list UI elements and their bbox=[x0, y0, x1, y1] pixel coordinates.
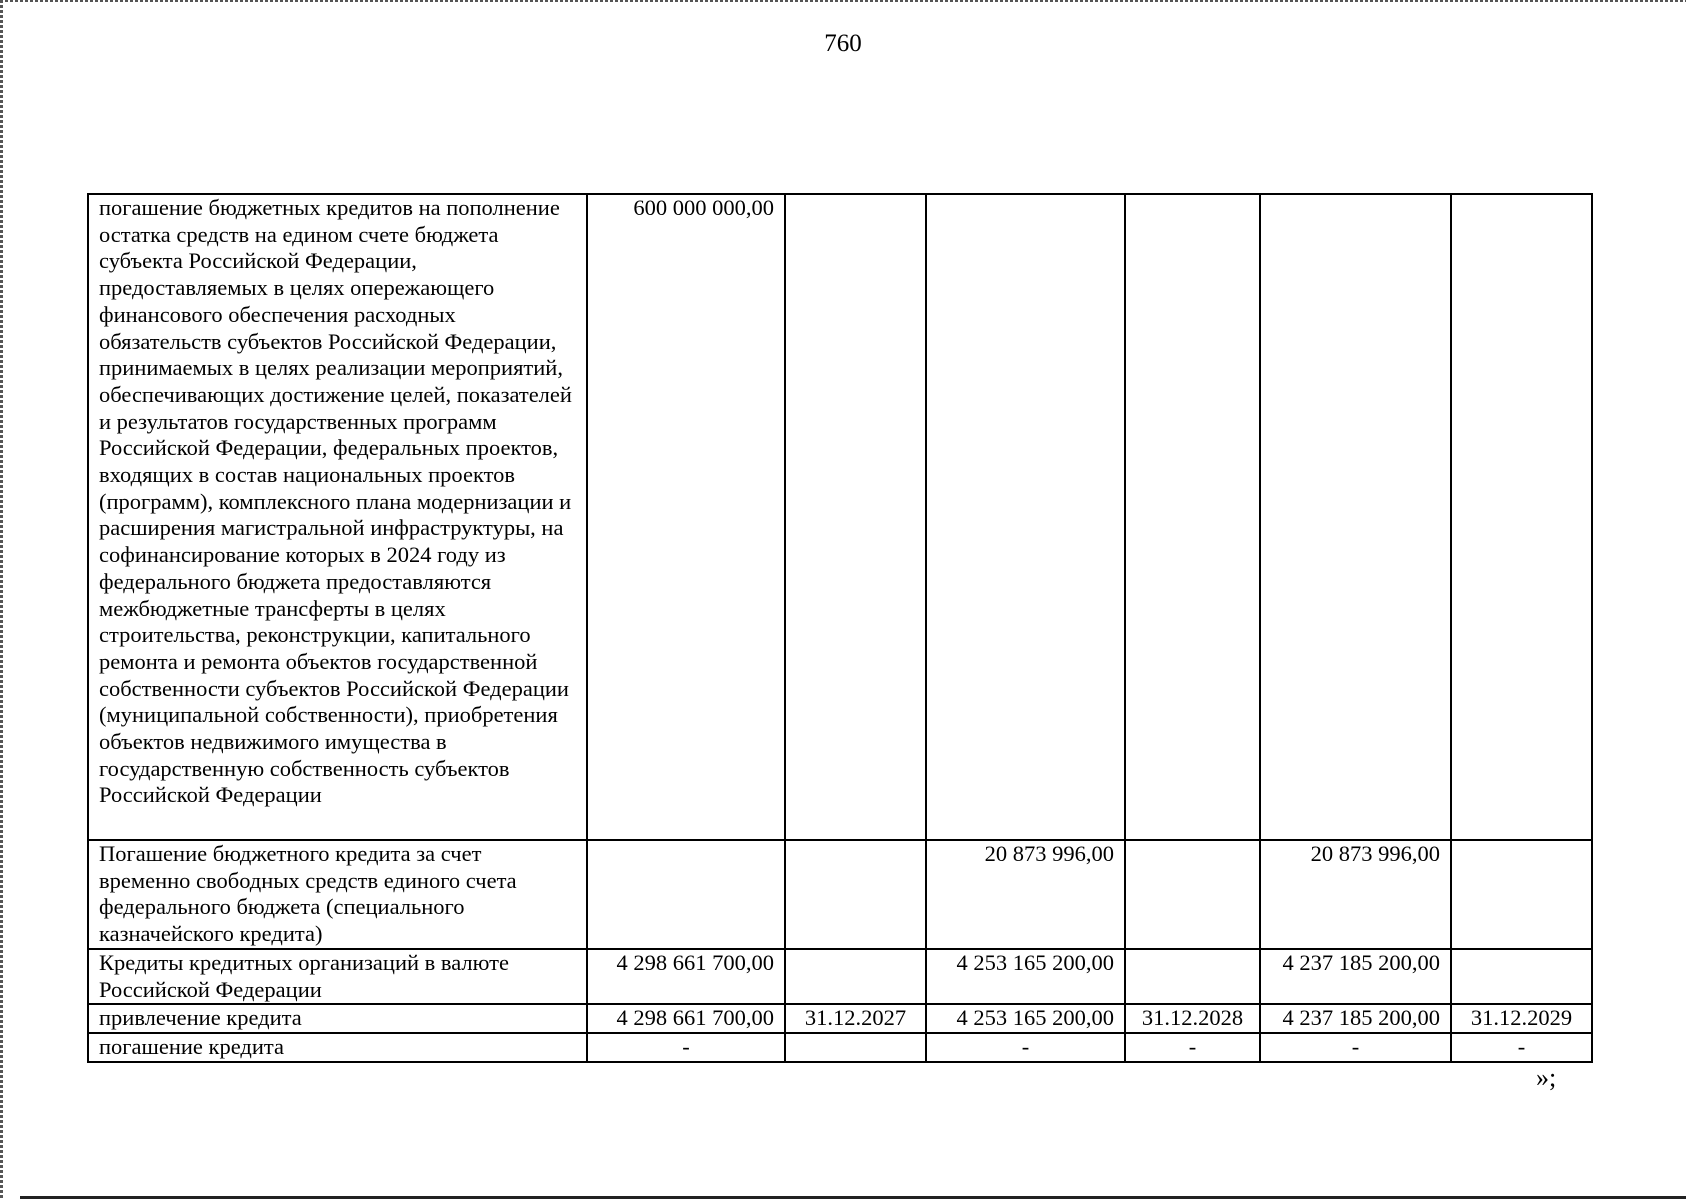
amount-2029: 4 237 185 200,00 bbox=[1260, 1004, 1451, 1033]
amount-2029: - bbox=[1260, 1033, 1451, 1062]
scan-border-left bbox=[0, 0, 3, 1200]
table-row bbox=[88, 949, 1592, 1004]
amount-2029 bbox=[1260, 194, 1451, 840]
page-number: 760 bbox=[824, 30, 862, 57]
date-2027 bbox=[785, 840, 926, 949]
amount-2027: 4 298 661 700,00 bbox=[587, 949, 785, 1004]
amount-2028: 4 253 165 200,00 bbox=[926, 949, 1125, 1004]
amount-2028: 4 253 165 200,00 bbox=[926, 1004, 1125, 1033]
budget-table bbox=[87, 193, 1593, 1063]
date-2027 bbox=[785, 194, 926, 840]
date-2028 bbox=[1125, 194, 1260, 840]
amount-2029: 4 237 185 200,00 bbox=[1260, 949, 1451, 1004]
date-2027 bbox=[785, 949, 926, 1004]
row-description: Кредиты кредитных организаций в валюте Российской Федерации bbox=[88, 949, 587, 1004]
date-2029 bbox=[1451, 949, 1592, 1004]
date-2029: 31.12.2029 bbox=[1451, 1004, 1592, 1033]
table-row bbox=[88, 840, 1592, 949]
amount-2027: - bbox=[587, 1033, 785, 1062]
date-2028: 31.12.2028 bbox=[1125, 1004, 1260, 1033]
date-2029 bbox=[1451, 194, 1592, 840]
amount-2027: 4 298 661 700,00 bbox=[587, 1004, 785, 1033]
row-description: привлечение кредита bbox=[88, 1004, 587, 1033]
date-2028 bbox=[1125, 949, 1260, 1004]
amount-2028: - bbox=[926, 1033, 1125, 1062]
amount-2027: 600 000 000,00 bbox=[587, 194, 785, 840]
row-description: Погашение бюджетного кредита за счет временно свободных средств единого счета федерального бюджета (специального казначейского кредита) bbox=[88, 840, 587, 949]
date-2027 bbox=[785, 1033, 926, 1062]
closing-quote-mark: »; bbox=[1536, 1063, 1557, 1092]
scan-border-top bbox=[0, 0, 1686, 2]
table-row bbox=[88, 1033, 1592, 1062]
date-2028: - bbox=[1125, 1033, 1260, 1062]
row-description: погашение бюджетных кредитов на пополнение остатка средств на едином счете бюджета субъекта Российской Федерации, предоставляемых в целях опережающего финансового обеспечения расходных обязательств субъектов Российской Федерации, принимаемых в целях реализации мероприятий, обеспечивающих достижение целей, показателей и результатов государственных программ Российской Федерации, федеральных проектов, входящих в состав национальных проектов (программ), комплексного плана модернизации и расширения магистральной инфраструктуры, на софинансирование которых в 2024 году из федерального бюджета предоставляются межбюджетные трансферты в целях строительства, реконструкции, капитального ремонта и ремонта объектов государственной собственности субъектов Российской Федерации (муниципальной собственности), приобретения объектов недвижимого имущества в государственную собственность субъектов Российской Федерации bbox=[88, 194, 587, 840]
amount-2027 bbox=[587, 840, 785, 949]
amount-2029: 20 873 996,00 bbox=[1260, 840, 1451, 949]
table-row bbox=[88, 194, 1592, 840]
date-2027: 31.12.2027 bbox=[785, 1004, 926, 1033]
date-2029 bbox=[1451, 840, 1592, 949]
row-description: погашение кредита bbox=[88, 1033, 587, 1062]
table-row bbox=[88, 1004, 1592, 1033]
amount-2028: 20 873 996,00 bbox=[926, 840, 1125, 949]
scan-border-bottom bbox=[20, 1196, 1686, 1199]
date-2029: - bbox=[1451, 1033, 1592, 1062]
date-2028 bbox=[1125, 840, 1260, 949]
amount-2028 bbox=[926, 194, 1125, 840]
